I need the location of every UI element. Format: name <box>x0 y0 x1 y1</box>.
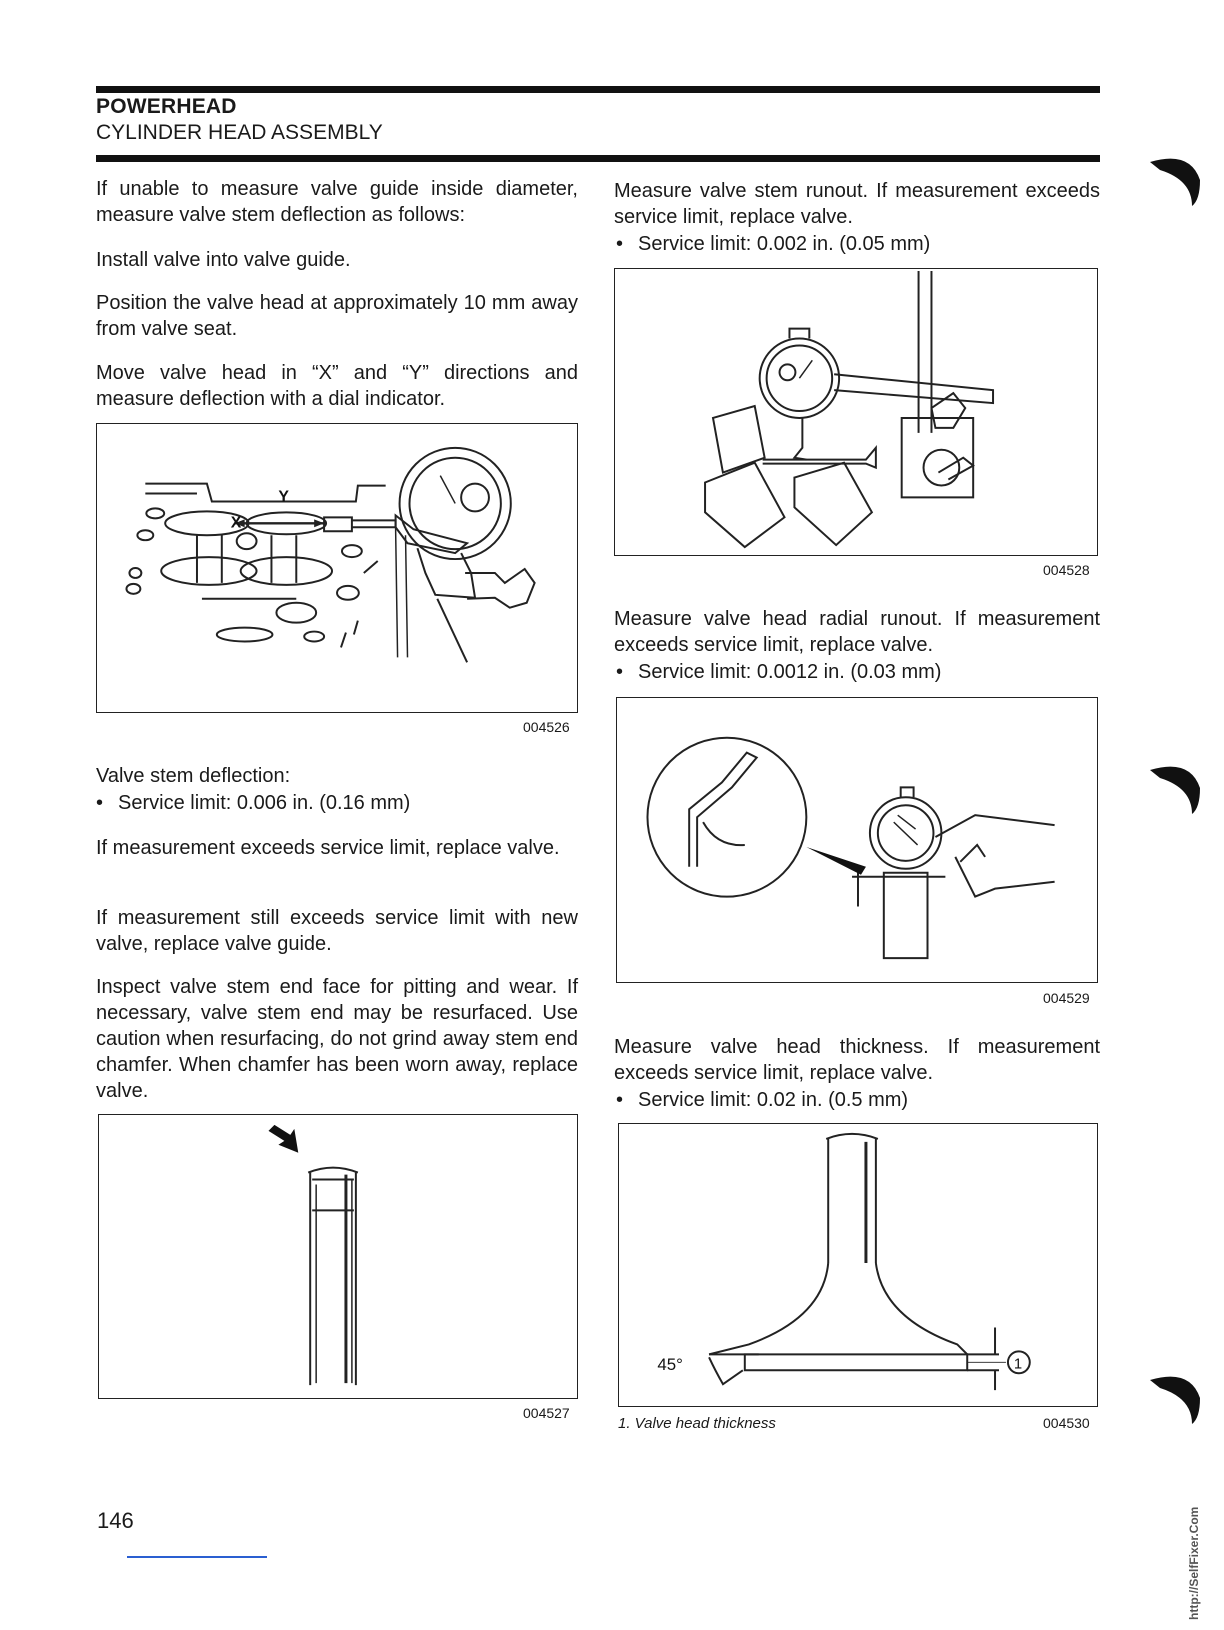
figure-number-004529: 004529 <box>1043 990 1090 1006</box>
binder-hole-shadow <box>1120 1368 1220 1438</box>
left-paragraph-3: Position the valve head at approximately 10 mm away from valve seat. <box>96 292 578 340</box>
figure-valve-deflection <box>96 423 578 713</box>
subsection-title: CYLINDER HEAD ASSEMBLY <box>96 121 383 144</box>
left-paragraph-7: If measurement still exceeds service limit with new valve, replace valve guide. <box>96 907 578 955</box>
bullet-head-thickness-limit: • Service limit: 0.02 in. (0.5 mm) <box>616 1089 909 1111</box>
left-paragraph-5: Valve stem deflection: <box>96 765 291 787</box>
figure-head-radial-runout <box>616 697 1098 983</box>
figure-number-004528: 004528 <box>1043 562 1090 578</box>
figure-caption: 1. Valve head thickness <box>618 1415 776 1432</box>
left-paragraph-6: If measurement exceeds service limit, replace valve. <box>96 837 560 859</box>
left-paragraph-8: Inspect valve stem end face for pitting and wear. If necessary, valve stem end may be resurfaced. Use caution when resurfacing, do not grind away stem end chamfer. When chamfer has been worn away, replace valve. <box>96 976 578 1102</box>
left-paragraph-4: Move valve head in “X” and “Y” directions and measure deflection with a dial indicator. <box>96 362 578 410</box>
head-thickness-illustration <box>619 1124 1097 1406</box>
axis-x-label: X <box>230 514 242 532</box>
bullet-stem-runout-limit: • Service limit: 0.002 in. (0.05 mm) <box>616 233 931 255</box>
figure-head-thickness <box>618 1123 1098 1407</box>
figure-number-004530: 004530 <box>1043 1415 1090 1431</box>
left-paragraph-1: If unable to measure valve guide inside diameter, measure valve stem deflection as follows: <box>96 178 578 226</box>
section-title: POWERHEAD <box>96 95 237 118</box>
bullet-stem-deflection-limit: • Service limit: 0.006 in. (0.16 mm) <box>96 792 411 814</box>
right-paragraph-3: Measure valve head thickness. If measurement exceeds service limit, replace valve. <box>614 1036 1100 1084</box>
watermark <box>1180 1480 1206 1630</box>
footer-line <box>127 1556 267 1558</box>
watermark-text: http://SelfFixer.Com <box>1187 1506 1201 1620</box>
figure-stem-runout <box>614 268 1098 556</box>
stem-runout-illustration <box>615 269 1097 555</box>
binder-hole-shadow <box>1120 758 1220 828</box>
valve-deflection-illustration <box>97 424 577 712</box>
figure-number-004527: 004527 <box>523 1405 570 1421</box>
page-number: 146 <box>97 1508 134 1533</box>
figure-number-004526: 004526 <box>523 719 570 735</box>
bullet-dot: • <box>616 233 624 255</box>
bullet-dot: • <box>96 792 104 814</box>
binder-hole-shadow <box>1120 150 1220 220</box>
figure-stem-end <box>98 1114 578 1399</box>
right-paragraph-2: Measure valve head radial runout. If measurement exceeds service limit, replace valve. <box>614 608 1100 656</box>
header-rule-bottom <box>96 155 1100 162</box>
callout-number: 1 <box>1013 1356 1023 1373</box>
head-radial-runout-illustration <box>617 698 1097 982</box>
angle-label: 45° <box>657 1355 683 1375</box>
left-paragraph-2: Install valve into valve guide. <box>96 249 351 271</box>
header-rule-top <box>96 86 1100 93</box>
bullet-dot: • <box>616 1089 624 1111</box>
axis-y-label: Y <box>278 488 290 506</box>
bullet-dot: • <box>616 661 624 683</box>
valve-stem-end-illustration <box>99 1115 577 1398</box>
bullet-head-radial-runout-limit: • Service limit: 0.0012 in. (0.03 mm) <box>616 661 942 683</box>
right-paragraph-1: Measure valve stem runout. If measurement exceeds service limit, replace valve. <box>614 180 1100 228</box>
